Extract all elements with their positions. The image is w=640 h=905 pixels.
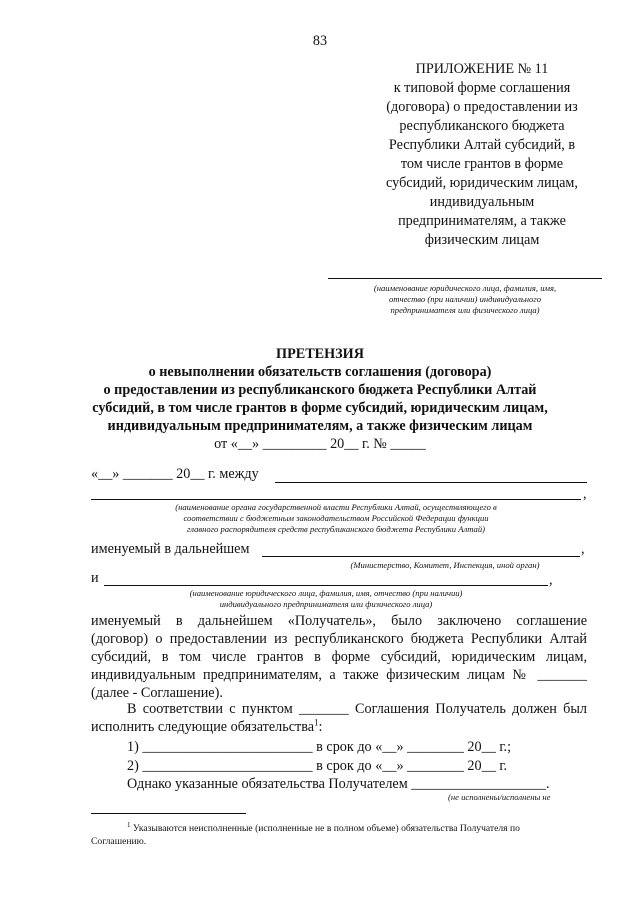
organ-caption-line: (наименование органа государственной власти Республики Алтай, осуществляющего в [175, 502, 497, 512]
recipient-caption-line: предпринимателя или физического лица) [390, 305, 540, 315]
footnote-text: Указываются неисполненные (исполненные не в полном объеме) обязательства Получателя по [132, 823, 520, 834]
appendix-block [362, 60, 602, 250]
paragraph-line: именуемый в дальнейшем «Получатель», было заключено соглашение [91, 613, 587, 629]
appendix-line: Республики Алтай субсидий, в [388, 137, 576, 153]
claim-subtitle-line: субсидий, в том числе грантов в форме субсидий, юридическим лицам, [92, 400, 548, 416]
footnote-mark: 1 [127, 820, 131, 829]
named-label: именуемый в дальнейшем [91, 541, 250, 557]
footnote-ref: 1 [314, 717, 319, 728]
paragraph-contract [91, 612, 587, 702]
appendix-line: республиканского бюджета [399, 118, 565, 134]
and-comma: , [549, 572, 553, 588]
claim-subtitle-line: о невыполнении обязательств соглашения (договора) [148, 364, 492, 380]
and-label: и [91, 570, 99, 586]
footnote-line-1 [91, 822, 587, 835]
paragraph-obligations-line2 [91, 718, 322, 736]
contract-date-between: «__» _______ 20__ г. между [91, 466, 259, 482]
and-caption-line: индивидуального предпринимателя или физического лица) [219, 599, 433, 609]
appendix-line: индивидуальным [429, 194, 535, 210]
footnote-line-2: Соглашению. [91, 836, 147, 847]
paragraph-line: индивидуальным предпринимателям, а также физическим лицам № _______ [91, 667, 587, 683]
obligation-item-2: 2) ________________________ в срок до «__» ________ 20__ г. [127, 758, 508, 774]
obligations-text: исполнить следующие обязательства [91, 719, 315, 735]
recipient-caption-line: отчество (при наличии) индивидуального [388, 294, 542, 304]
claim-subtitle-line: о предоставлении из республиканского бюджета Республики Алтай [103, 382, 537, 398]
ministry-caption: (Министерство, Комитет, Инспекция, иной орган) [350, 560, 540, 570]
claim-date-line: от «__» _________ 20__ г. № _____ [214, 436, 426, 452]
however-caption: (не исполнены/исполнены не [448, 792, 551, 802]
organ-blank-line-2 [91, 499, 581, 500]
footnote-separator [91, 813, 246, 814]
and-caption [104, 588, 548, 610]
however-line: Однако указанные обязательства Получателем ___________________. [127, 776, 550, 792]
obligation-item-1: 1) ________________________ в срок до «__» ________ 20__ г.; [127, 739, 512, 755]
claim-title: ПРЕТЕНЗИЯ [276, 346, 364, 362]
paragraph-obligations-line1: В соответствии с пунктом _______ Соглашения Получатель должен был [127, 701, 587, 717]
appendix-title: ПРИЛОЖЕНИЕ № 11 [415, 61, 549, 77]
page-number: 83 [312, 33, 328, 49]
paragraph-line: субсидий, в том числе грантов в форме субсидий, юридическим лицам, [91, 649, 587, 665]
appendix-line: предпринимателям, а также [398, 213, 566, 229]
claim-title-block [60, 345, 580, 453]
appendix-line: физическим лицам [424, 232, 540, 248]
organ-blank-line-1 [275, 482, 587, 483]
organ-comma: , [583, 486, 587, 502]
appendix-line: том числе грантов в форме [400, 156, 564, 172]
organ-caption [91, 502, 581, 535]
organ-caption-line: главного распорядителя средств республиканского бюджета Республики Алтай) [186, 524, 485, 534]
paragraph-line: (далее - Соглашение). [91, 685, 223, 701]
recipient-caption [328, 283, 602, 316]
recipient-blank-line [328, 278, 602, 279]
obligations-colon: : [318, 719, 323, 735]
and-caption-line: (наименование юридического лица, фамилия, имя, отчество (при наличии) [189, 588, 463, 598]
appendix-line: субсидий, юридическим лицам, [386, 175, 578, 191]
paragraph-line: (договор) о предоставлении из республиканского бюджета Республики Алтай [91, 631, 587, 647]
and-blank-line [104, 585, 548, 586]
named-comma: , [581, 541, 585, 557]
claim-subtitle-line: индивидуальным предпринимателям, а также физическим лицам [107, 418, 533, 434]
footnote [91, 822, 587, 848]
organ-caption-line: соответствии с бюджетным законодательством Российской Федерации функции [183, 513, 489, 523]
named-blank-line [262, 556, 580, 557]
recipient-caption-line: (наименование юридического лица, фамилия, имя, [373, 283, 557, 293]
appendix-line: (договора) о предоставлении из [386, 99, 578, 115]
appendix-line: к типовой форме соглашения [393, 80, 571, 96]
